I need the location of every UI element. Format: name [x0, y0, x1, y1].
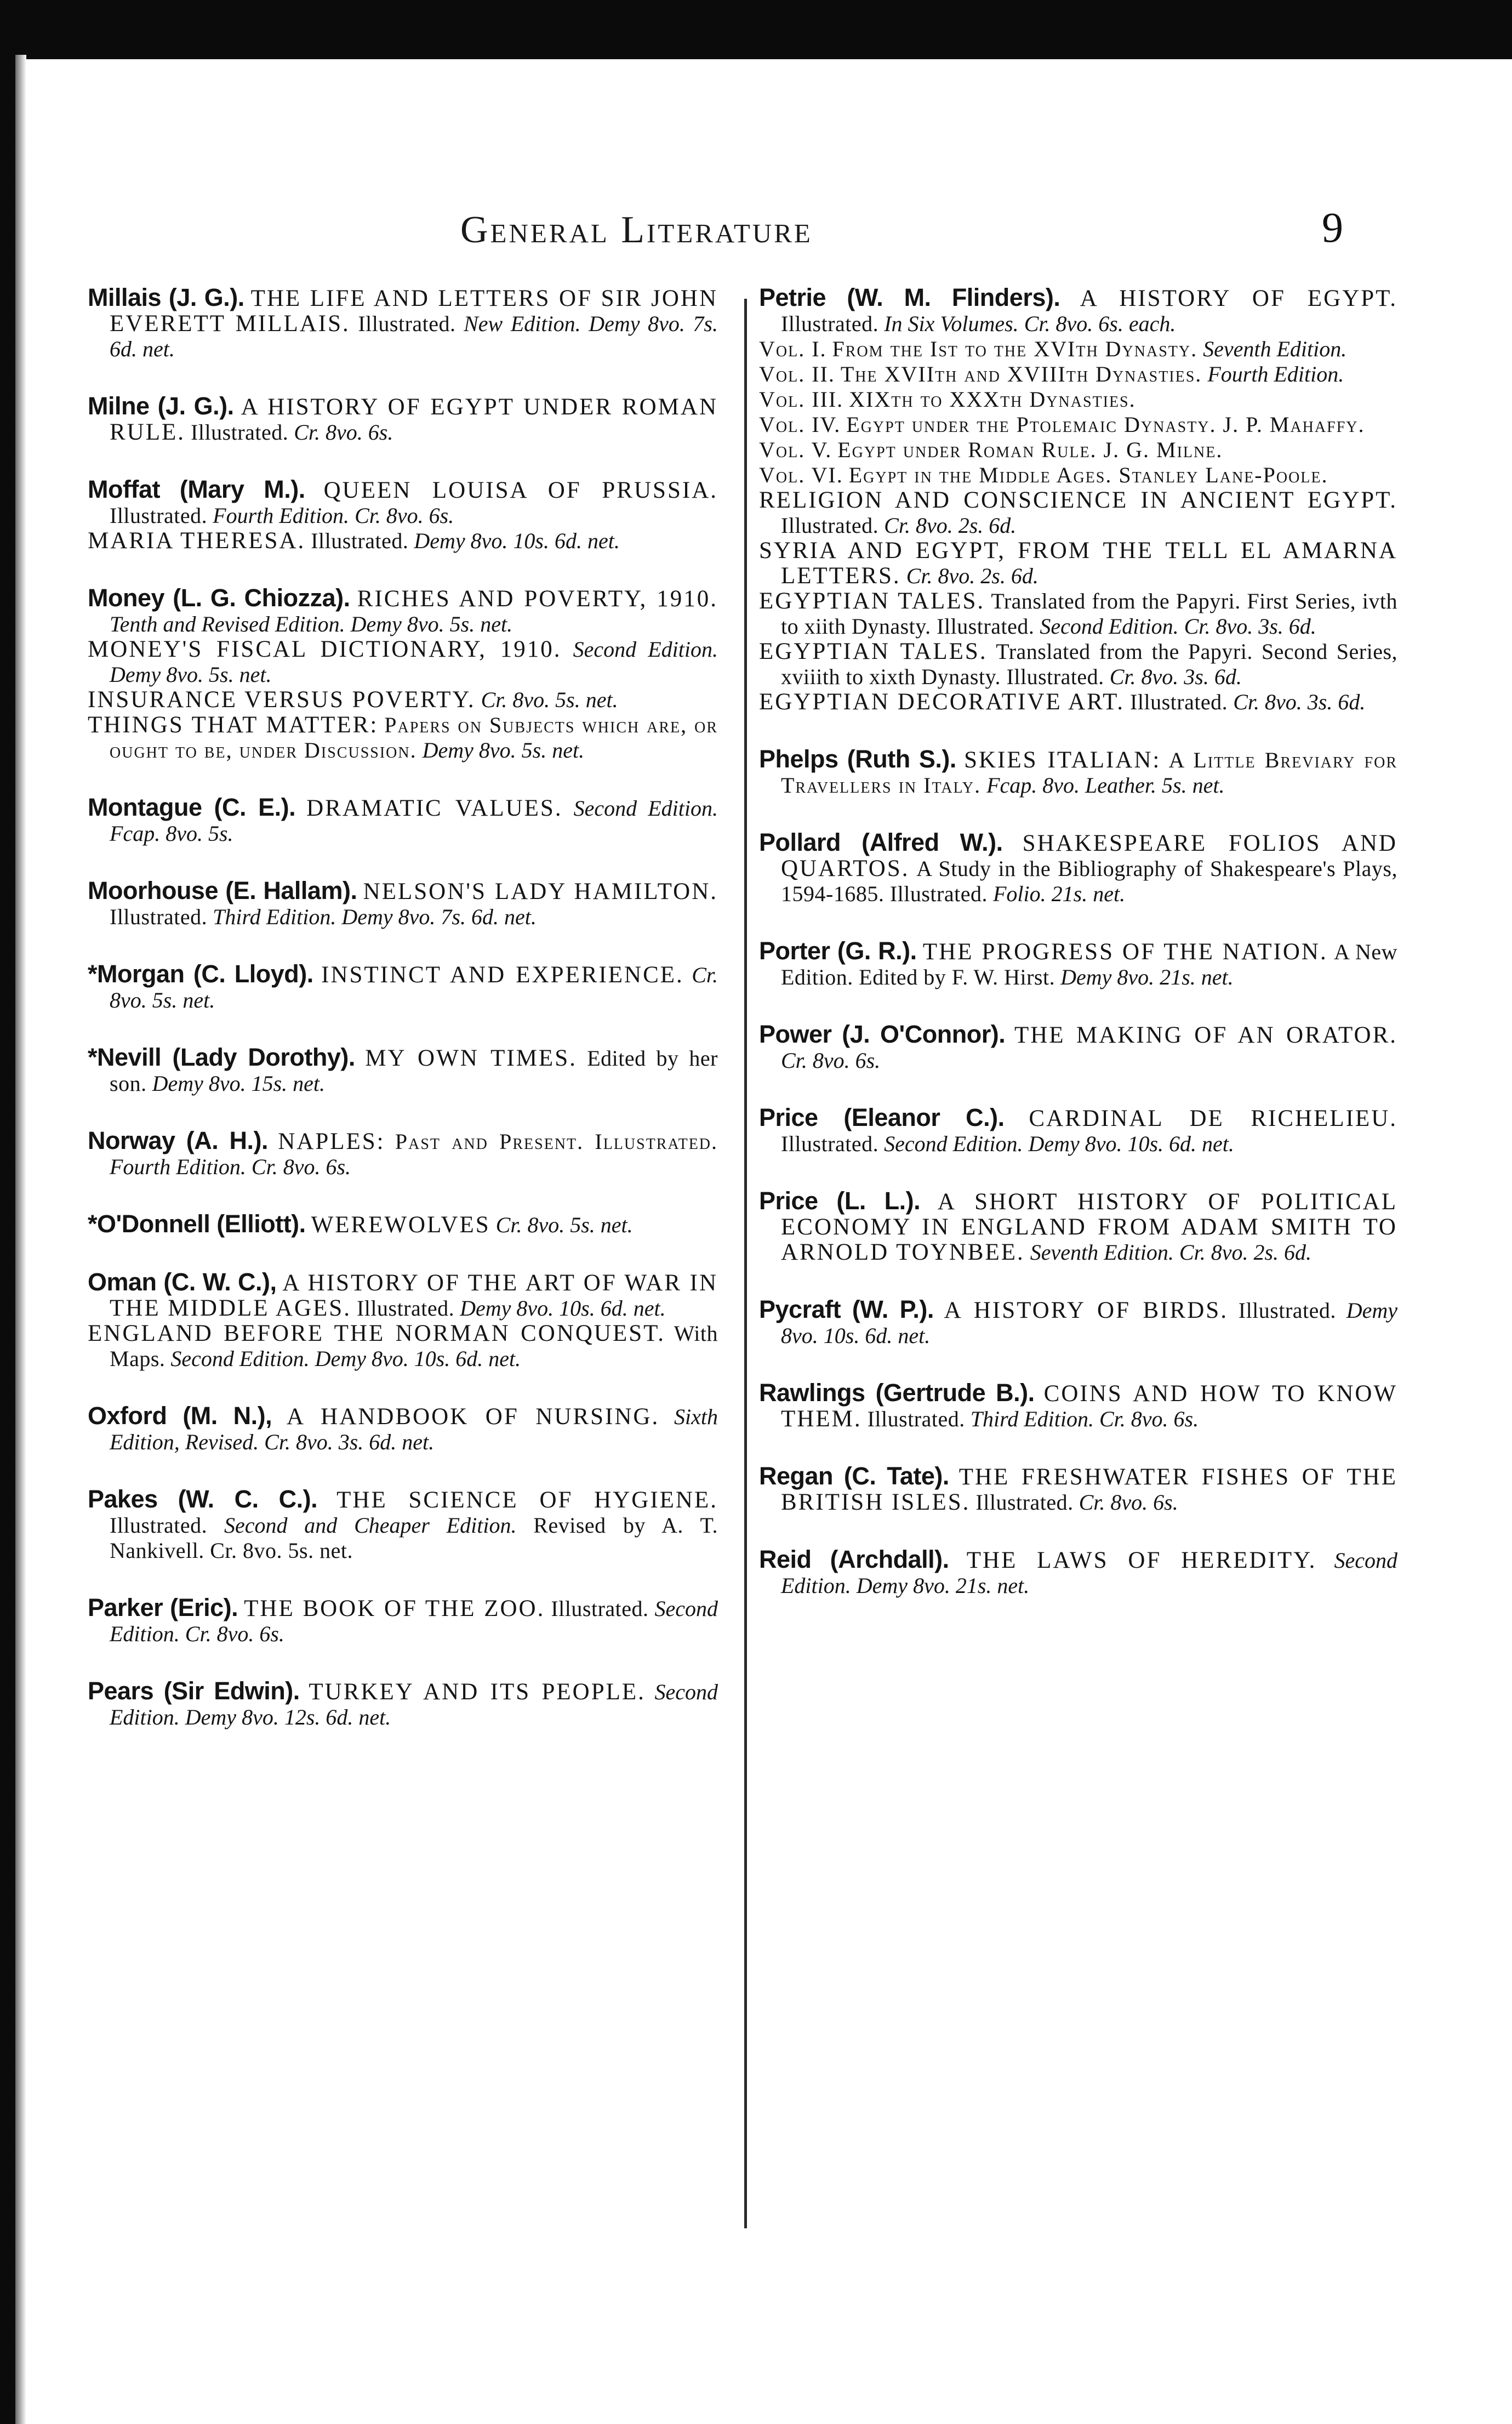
entry-author: Pycraft (W. P.). — [759, 1295, 934, 1323]
entry-montague — [88, 795, 718, 846]
entry-publication: Cr. 8vo. 6s. — [251, 1154, 351, 1179]
entry-author: Reid (Archdall). — [759, 1545, 949, 1573]
entry-note: A Study in the Bibliography of Shakespeare's Plays, 1594-1685. Illustrated. — [781, 856, 1397, 906]
volume-line — [759, 387, 1397, 412]
entry-author: Petrie (W. M. Flinders). — [759, 283, 1060, 311]
entry-edition: Second Edition. — [1040, 614, 1179, 639]
entry-regan — [759, 1464, 1397, 1515]
entry-publication: Cr. 8vo. 3s. 6d. net. — [264, 1430, 435, 1454]
entry-milne — [88, 394, 718, 445]
volume-number: Vol. VI. — [759, 463, 843, 487]
entry-title: ENGLAND BEFORE THE NORMAN CONQUEST. — [88, 1321, 665, 1346]
entry-publication: Cr. 8vo. 5s. net. — [481, 687, 618, 712]
entry-author: Rawlings (Gertrude B.). — [759, 1379, 1035, 1407]
entry-author: Moorhouse (E. Hallam). — [88, 877, 357, 904]
entry-note: Illustrated. — [867, 1407, 965, 1431]
volume-edition: Seventh Edition. — [1203, 337, 1347, 361]
entry-money-2 — [88, 637, 718, 687]
entry-publication: Demy 8vo. 10s. 6d. net. — [781, 1298, 1397, 1348]
entry-author: Moffat (Mary M.). — [88, 475, 305, 503]
entry-oman — [88, 1270, 718, 1321]
entry-author: *Nevill (Lady Dorothy). — [88, 1043, 355, 1071]
scan-top-border — [0, 0, 1512, 59]
volume-line — [759, 362, 1397, 387]
entry-note: Illustrated. — [551, 1596, 649, 1621]
entry-publication: Demy 8vo. 7s. 6d. net. — [110, 311, 718, 361]
entry-moffat-2 — [88, 528, 718, 554]
entry-publication: Cr. 8vo. 5s. net. — [495, 1213, 633, 1237]
entry-title: THE FRESHWATER FISHES OF THE BRITISH ISLES. — [781, 1464, 1397, 1515]
entry-edition: New Edition. — [464, 311, 581, 336]
entry-title: THE MAKING OF AN ORATOR. — [1014, 1022, 1397, 1048]
entry-morgan — [88, 961, 718, 1013]
entry-petrie-more — [759, 488, 1397, 538]
entry-title: MONEY'S FISCAL DICTIONARY, 1910. — [88, 636, 562, 662]
entry-pears — [88, 1678, 718, 1730]
right-column — [759, 285, 1397, 1630]
entry-note: Illustrated. — [1238, 1298, 1336, 1323]
entry-petrie-more — [759, 639, 1397, 690]
volume-line — [759, 437, 1397, 463]
entry-author: Pakes (W. C. C.). — [88, 1485, 318, 1513]
scan-left-border — [0, 0, 15, 2424]
entry-note: Illustrated. — [311, 528, 409, 553]
entry-publication: Cr. 8vo. 2s. 6d. — [906, 564, 1039, 588]
entry-note: Illustrated. — [356, 1296, 455, 1321]
volume-text: Egypt under Roman Rule. J. G. Milne. — [837, 437, 1223, 462]
entry-title: THE PROGRESS OF THE NATION. — [922, 939, 1328, 965]
entry-author: Oman (C. W. C.), — [88, 1268, 277, 1296]
entry-publication: Demy 8vo. 5s. net. — [422, 738, 585, 763]
entry-publication: Demy 8vo. 12s. 6d. net. — [185, 1705, 391, 1729]
entry-edition: Seventh Edition. — [1030, 1240, 1174, 1265]
entry-title: MY OWN TIMES. — [365, 1045, 577, 1071]
entry-note: Illustrated. — [781, 1131, 879, 1156]
entry-publication: Cr. 8vo. 2s. 6d. — [1179, 1240, 1312, 1265]
running-head: General Literature — [460, 209, 813, 251]
entry-oman-2 — [88, 1321, 718, 1372]
volume-text: XIXth to XXXth Dynasties. — [849, 387, 1136, 412]
entry-note: Illustrated. — [191, 420, 289, 445]
entry-author: Montague (C. E.). — [88, 793, 296, 821]
entry-title: THE LAWS OF HEREDITY. — [966, 1547, 1317, 1573]
entry-norway — [88, 1128, 718, 1180]
entry-title: EGYPTIAN TALES. — [759, 639, 988, 664]
entry-oxford — [88, 1403, 718, 1455]
entry-edition: Second Edition. — [170, 1346, 310, 1371]
entry-note: Illustrated. — [1130, 690, 1228, 714]
entry-title: NAPLES: — [278, 1129, 385, 1154]
entry-title: THE SCIENCE OF HYGIENE. — [336, 1487, 718, 1513]
entry-publication: Demy 8vo. 10s. 6d. net. — [315, 1346, 521, 1371]
entry-publication: Cr. 8vo. 3s. 6d. — [1184, 614, 1316, 639]
entry-author: *Morgan (C. Lloyd). — [88, 960, 313, 988]
volume-text: From the Ist to the XVIth Dynasty. — [832, 337, 1198, 361]
entry-title: WEREWOLVES — [311, 1212, 490, 1238]
entry-edition: Second Edition. — [110, 1596, 718, 1646]
entry-edition: Third Edition. — [970, 1407, 1094, 1431]
entry-publication: Demy 8vo. 5s. net. — [110, 662, 272, 687]
entry-author: Phelps (Ruth S.). — [759, 745, 956, 773]
entry-note: Illustrated. — [781, 513, 879, 538]
entry-publication: Demy 8vo. 10s. 6d. net. — [414, 528, 620, 553]
entry-publication: Cr. 8vo. 6s. — [1079, 1490, 1178, 1515]
entry-money — [88, 585, 718, 637]
entry-author: Milne (J. G.). — [88, 392, 234, 420]
volume-text: Egypt in the Middle Ages. Stanley Lane-Poole. — [848, 463, 1328, 487]
entry-porter — [759, 938, 1397, 990]
entry-note: Translated from the Papyri. First Series, ivth to xiith Dynasty. Illustrated. — [781, 589, 1398, 639]
entry-title: EGYPTIAN DECORATIVE ART. — [759, 689, 1125, 715]
entry-publication: Cr. 8vo. 6s. — [1099, 1407, 1199, 1431]
entry-title: MARIA THERESA. — [88, 528, 306, 554]
entry-petrie-more — [759, 589, 1397, 639]
entry-note: A Little Breviary for Travellers in Italy. — [781, 748, 1398, 798]
entry-edition: Third Edition. — [213, 904, 336, 929]
entry-title: THINGS THAT MATTER: — [88, 712, 379, 738]
entry-title: EGYPTIAN TALES. — [759, 588, 985, 614]
entry-edition: Tenth and Revised Edition. — [110, 612, 345, 636]
entry-moffat — [88, 477, 718, 528]
entry-edition: Second Edition. — [573, 796, 718, 821]
entry-note: Illustrated. — [358, 311, 456, 336]
volume-number: Vol. II. — [759, 362, 835, 386]
volume-line — [759, 337, 1397, 362]
entry-petrie — [759, 285, 1397, 337]
volume-number: Vol. IV. — [759, 412, 841, 437]
entry-publication: Revised by A. T. Nankivell. Cr. 8vo. 5s. net. — [110, 1513, 718, 1563]
entry-title: A HISTORY OF EGYPT. — [1080, 286, 1397, 311]
entry-petrie-more — [759, 538, 1397, 589]
entry-publication: Cr. 8vo. 2s. 6d. — [884, 513, 1017, 538]
entry-author: Power (J. O'Connor). — [759, 1020, 1006, 1048]
entry-note: A New Edition. Edited by F. W. Hirst. — [781, 940, 1397, 989]
entry-title: A HISTORY OF BIRDS. — [944, 1298, 1228, 1323]
entry-title: THE LIFE AND LETTERS OF SIR JOHN EVERETT MILLAIS. — [110, 286, 718, 337]
entry-rawlings — [759, 1380, 1397, 1432]
entry-title: A SHORT HISTORY OF POLITICAL ECONOMY IN ENGLAND FROM ADAM SMITH TO ARNOLD TOYNBEE. — [781, 1189, 1397, 1265]
entry-publication: Fcap. 8vo. 5s. — [110, 821, 233, 846]
volume-number: Vol. III. — [759, 387, 844, 412]
entry-millais — [88, 285, 718, 362]
entry-title: INSURANCE VERSUS POVERTY. — [88, 687, 476, 713]
entry-note: Illustrated. — [781, 311, 879, 336]
entry-edition: Second and Cheaper Edition. — [224, 1513, 517, 1538]
entry-note: Papers on Subjects which are, or ought to be, under Discussion. — [110, 713, 718, 763]
entry-reid — [759, 1547, 1397, 1598]
entry-note: Edited by her son. — [110, 1046, 718, 1096]
entry-petrie-more — [759, 690, 1397, 715]
entry-edition: Second Edition. — [884, 1131, 1023, 1156]
entry-title: NELSON'S LADY HAMILTON. — [363, 879, 718, 904]
entry-edition: Second Edition. — [781, 1548, 1398, 1598]
entry-parker — [88, 1595, 718, 1647]
volume-number: Vol. I. — [759, 337, 827, 361]
entry-title: A HISTORY OF THE ART OF WAR IN THE MIDDLE AGES. — [110, 1270, 718, 1321]
entry-money-3 — [88, 687, 718, 713]
entry-title: DRAMATIC VALUES. — [306, 795, 563, 821]
entry-publication: Demy 8vo. 21s. net. — [856, 1573, 1030, 1598]
entry-publication: Cr. 8vo. 6s. — [355, 503, 454, 528]
entry-author: Money (L. G. Chiozza). — [88, 584, 350, 612]
entry-publication: Demy 8vo. 7s. 6d. net. — [341, 904, 537, 929]
entry-publication: Demy 8vo. 21s. net. — [1060, 965, 1234, 989]
entry-author: Millais (J. G.). — [88, 283, 244, 311]
entry-author: Regan (C. Tate). — [759, 1462, 949, 1490]
volume-line — [759, 463, 1397, 488]
volume-text: The XVIIth and XVIIIth Dynasties. — [840, 362, 1202, 386]
entry-publication: Folio. 21s. net. — [993, 881, 1126, 906]
entry-note: Illustrated. — [110, 1513, 208, 1538]
volume-edition: Fourth Edition. — [1207, 362, 1344, 386]
entry-power — [759, 1022, 1397, 1073]
entry-moorhouse — [88, 878, 718, 930]
entry-title: COINS AND HOW TO KNOW THEM. — [781, 1381, 1398, 1432]
entry-money-4 — [88, 713, 718, 763]
entry-title: SKIES ITALIAN: — [964, 747, 1161, 773]
entry-publication: Demy 8vo. 10s. 6d. net. — [460, 1296, 666, 1321]
entry-title: CARDINAL DE RICHELIEU. — [1029, 1106, 1397, 1131]
entry-edition: In Six Volumes. — [884, 311, 1019, 336]
entry-title: SYRIA AND EGYPT, FROM THE TELL EL AMARNA LETTERS. — [759, 538, 1397, 589]
entry-publication: Cr. 8vo. 5s. net. — [110, 963, 718, 1012]
column-divider — [744, 299, 747, 2228]
entry-publication: Cr. 8vo. 3s. 6d. — [1109, 664, 1242, 689]
entry-author: *O'Donnell (Elliott). — [88, 1210, 306, 1238]
entry-edition: Sixth Edition, Revised. — [110, 1404, 718, 1454]
entry-note: With Maps. — [110, 1321, 718, 1371]
entry-author: Pears (Sir Edwin). — [88, 1677, 300, 1705]
volume-number: Vol. V. — [759, 437, 832, 462]
entry-author: Norway (A. H.). — [88, 1126, 268, 1154]
entry-title: INSTINCT AND EXPERIENCE. — [321, 962, 684, 988]
entry-edition: Second Edition. — [110, 1680, 718, 1729]
entry-publication: Fcap. 8vo. Leather. 5s. net. — [986, 773, 1225, 798]
left-column — [88, 285, 718, 1762]
entry-author: Price (Eleanor C.). — [759, 1103, 1005, 1131]
entry-publication: Demy 8vo. 15s. net. — [152, 1071, 326, 1096]
volume-text: Egypt under the Ptolemaic Dynasty. J. P. Mahaffy. — [846, 412, 1365, 437]
entry-title: RELIGION AND CONSCIENCE IN ANCIENT EGYPT. — [759, 487, 1397, 513]
entry-pycraft — [759, 1297, 1397, 1348]
entry-note: Past and Present. Illustrated. — [395, 1129, 718, 1154]
entry-title: THE BOOK OF THE ZOO. — [244, 1596, 545, 1621]
entry-price-ll — [759, 1188, 1397, 1265]
entry-title: RICHES AND POVERTY, 1910. — [357, 586, 718, 612]
entry-edition: Second Edition. — [573, 637, 718, 662]
volume-line — [759, 412, 1397, 437]
entry-publication: Cr. 8vo. 6s. — [781, 1048, 881, 1073]
entry-publication: Cr. 8vo. 3s. 6d. — [1233, 690, 1366, 714]
scan-left-shadow — [15, 55, 26, 2424]
entry-edition: Fourth Edition. — [213, 503, 350, 528]
entry-publication: Cr. 8vo. 6s. each. — [1024, 311, 1176, 336]
entry-title: QUEEN LOUISA OF PRUSSIA. — [323, 477, 718, 503]
entry-edition: Fourth Edition. — [110, 1154, 246, 1179]
entry-nevill — [88, 1045, 718, 1096]
entry-note: Illustrated. — [110, 503, 208, 528]
entry-note: Illustrated. — [975, 1490, 1074, 1515]
entry-pollard — [759, 830, 1397, 907]
entry-author: Pollard (Alfred W.). — [759, 828, 1003, 856]
entry-title: A HANDBOOK OF NURSING. — [286, 1404, 660, 1430]
entry-title: TURKEY AND ITS PEOPLE. — [309, 1679, 646, 1705]
entry-publication: Demy 8vo. 5s. net. — [350, 612, 513, 636]
entry-phelps — [759, 747, 1397, 798]
entry-author: Parker (Eric). — [88, 1594, 238, 1621]
entry-publication: Cr. 8vo. 6s. — [185, 1621, 284, 1646]
entry-title: SHAKESPEARE FOLIOS AND QUARTOS. — [781, 830, 1397, 881]
entry-pakes — [88, 1487, 718, 1563]
entry-note: Translated from the Papyri. Second Series, xviiith to xixth Dynasty. Illustrated. — [781, 639, 1398, 689]
entry-odonnell — [88, 1211, 718, 1238]
entry-note: Illustrated. — [110, 904, 208, 929]
entry-author: Porter (G. R.). — [759, 937, 917, 965]
entry-author: Price (L. L.). — [759, 1187, 921, 1215]
entry-title: A HISTORY OF EGYPT UNDER ROMAN RULE. — [110, 394, 718, 445]
entry-author: Oxford (M. N.), — [88, 1402, 272, 1430]
entry-publication: Cr. 8vo. 6s. — [294, 420, 393, 445]
entry-price-eleanor — [759, 1105, 1397, 1157]
page-number: 9 — [1322, 203, 1343, 251]
entry-publication: Demy 8vo. 10s. 6d. net. — [1028, 1131, 1234, 1156]
